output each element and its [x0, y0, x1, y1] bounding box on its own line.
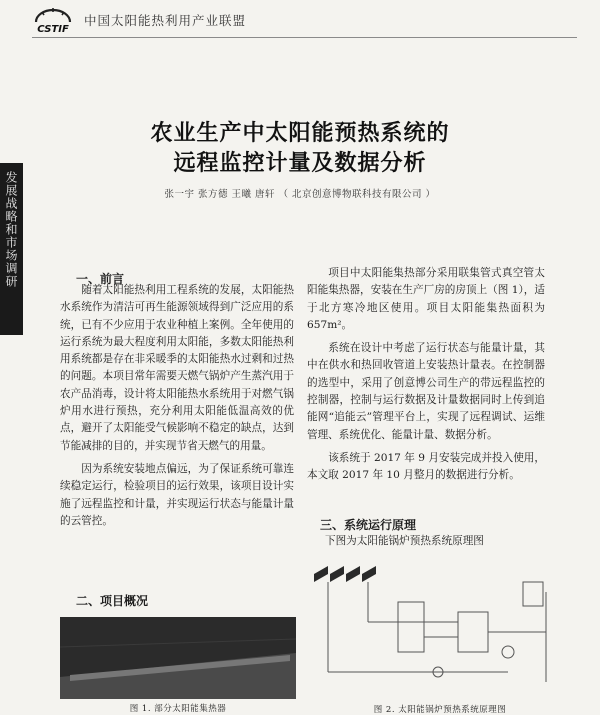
right-column	[307, 265, 545, 491]
cstif-logo	[32, 6, 74, 34]
figure1-caption: 图 1. 部分太阳能集热器	[129, 704, 227, 714]
article-authors: 张一宇 张方德 王曦 唐轩 （ 北京创意博物联科技有限公司 ）	[164, 189, 436, 200]
section-heading-principle: 三、系统运行原理	[320, 518, 417, 532]
collector-photo	[60, 617, 296, 699]
operation-date-paragraph: 该系统于 2017 年 9 月安装完成并投入使用，本文取 2017 年 10 月整月的数据进行分析。	[307, 451, 545, 482]
page-header	[32, 6, 572, 36]
section-heading-overview: 二、项目概况	[76, 594, 149, 608]
system-schematic-diagram	[308, 552, 556, 697]
header-divider	[32, 37, 577, 38]
collector-paragraph: 项目中太阳能集热部分采用联集管式真空管太阳能集热器，安装在生产厂房的房顶上（图 1），适于北方寒冷地区使用。项目太阳能集热面积为 657m²。	[307, 267, 545, 331]
side-tab-label: 发展战略和市场调研	[4, 171, 18, 288]
intro-paragraph-2: 因为系统安装地点偏远，为了保证系统可靠连续稳定运行，检验项目的运行效果，该项目设计实施了远程监控和计量，并实现运行状态与能量计量的云管控。	[60, 462, 294, 527]
intro-paragraph-1: 随着太阳能热利用工程系统的发展，太阳能热水系统作为清洁可再生能源领域得到广泛应用的系统，已有不少应用于农业种植上案例。全年使用的运行系统为最大程度利用太阳能，多数太阳能热利用系统都是存在非采暖季的太阳能热水过剩和过热的问题。本项目常年需要天燃气锅炉产生蒸汽用于农产品消毒，设计将太阳能热水系统用于对燃气锅炉用水进行预热，充分利用太阳能低温高效的优点，避开了太阳能受气候影响不稳定的缺点，达到节能减排的目的，并实现节省天燃气的用量。	[60, 284, 294, 452]
org-name: 中国太阳能热利用产业联盟	[84, 13, 247, 28]
left-column	[60, 282, 294, 536]
logo-text: CSTIF	[37, 24, 69, 34]
principle-intro: 下图为太阳能锅炉预热系统原理图	[325, 535, 484, 547]
article-title-line1: 农业生产中太阳能预热系统的	[150, 121, 450, 146]
article-title-line2: 远程监控计量及数据分析	[173, 151, 427, 176]
figure2-caption: 图 2. 太阳能锅炉预热系统原理图	[373, 705, 507, 715]
section-heading-intro: 一、前言	[76, 272, 125, 286]
metering-paragraph: 系统在设计中考虑了运行状态与能量计量，其中在供水和热回收管道上安装热计量表。在控制器的选型中，采用了创意博公司生产的带远程监控的控制器，控制与运行数据及计量数据同时上传到追能网“追能云”管理平台上，实现了远程调试、运维管理、系统优化、能量计量、数据分析。	[307, 342, 545, 441]
